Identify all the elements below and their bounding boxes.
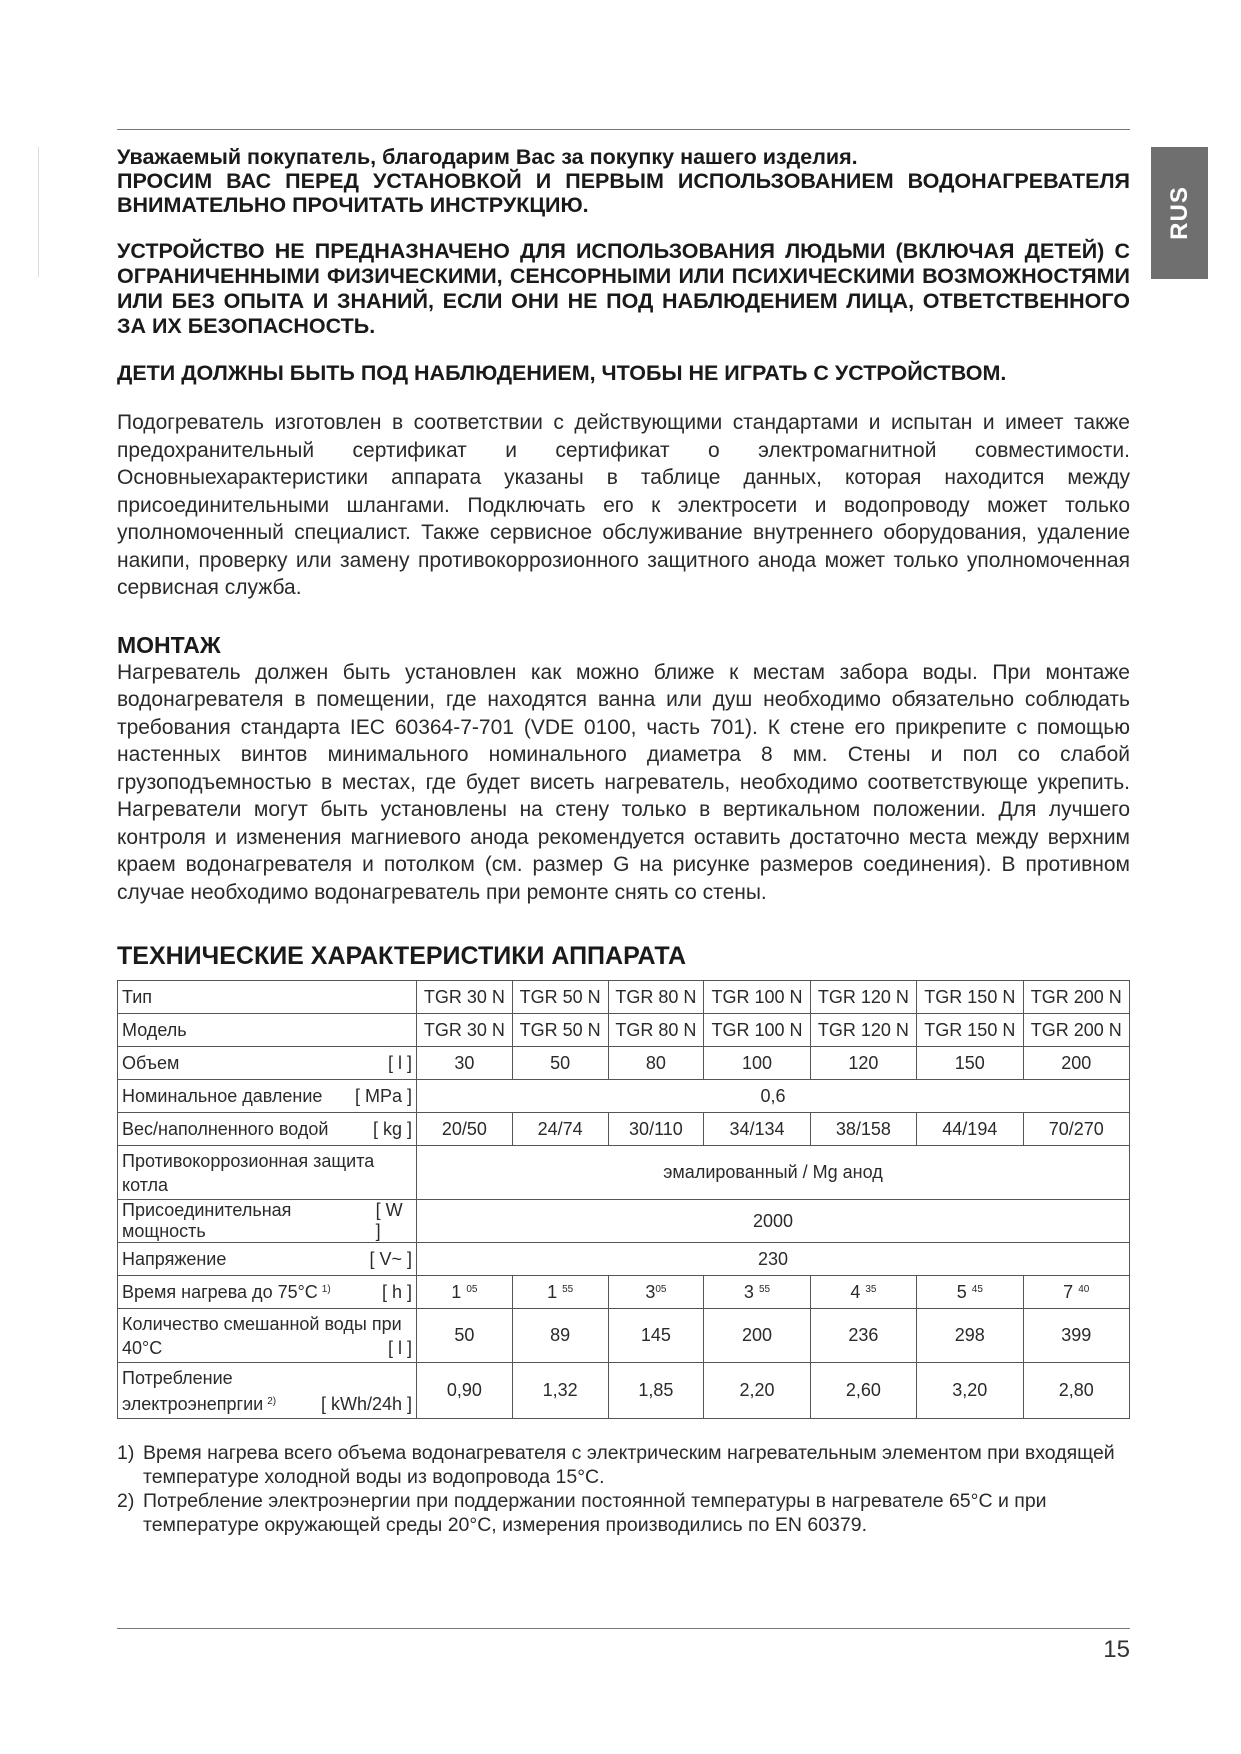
- minutes: 45: [971, 1283, 983, 1295]
- table-row-type: [118, 981, 1130, 1014]
- table-row-heat-time: [118, 1276, 1130, 1309]
- header-rule: [117, 129, 1130, 130]
- row-label-text: Объем: [122, 1052, 180, 1073]
- hours: 5: [956, 1281, 967, 1302]
- hours: 7: [1063, 1281, 1074, 1302]
- row-label-line: Количество смешанной воды при: [122, 1313, 402, 1334]
- tech-specs-heading: ТЕХНИЧЕСКИЕ ХАРАКТЕРИСТИКИ АППАРАТА: [117, 942, 687, 970]
- row-label: Модель: [118, 1014, 417, 1047]
- table-cell: 298: [917, 1309, 1023, 1363]
- footnote: [117, 1489, 1130, 1537]
- row-unit: [ h ]: [381, 1281, 412, 1302]
- row-label: [118, 1200, 417, 1243]
- row-label-text: 40°C: [122, 1337, 163, 1358]
- table-cell: 150: [917, 1047, 1023, 1080]
- table-cell: [608, 1276, 704, 1309]
- row-label: Тип: [118, 981, 417, 1014]
- consumption-label: электроэнепргии: [122, 1393, 264, 1414]
- mount-heading: МОНТАЖ: [117, 631, 221, 658]
- table-cell: 24/74: [512, 1113, 608, 1146]
- table-cell: 120: [810, 1047, 916, 1080]
- table-cell: 236: [810, 1309, 916, 1363]
- table-cell: TGR 80 N: [608, 1014, 704, 1047]
- table-cell: TGR 200 N: [1023, 1014, 1129, 1047]
- certification-paragraph: Подогреватель изготовлен в соответствии с действующими стандартами и испытан и имеет также предохранительный сертификат и сертификат о электромагнитной совместимости. Основныехарактеристики аппарата указаны в таблице данных, которая находится между присоединительными шлангами. Подключать его к электросети и водопроводу может только уполномоченный специалист. Также сервисное обслуживание внутреннего оборудования, удаление накипи, проверку или замену противокоррозионного защитного анода может только уполномоченная сервисная служба.: [117, 411, 1130, 599]
- table-cell: TGR 150 N: [917, 1014, 1023, 1047]
- minutes: 35: [865, 1283, 877, 1295]
- hours: 4: [850, 1281, 861, 1302]
- safety-warning: УСТРОЙСТВО НЕ ПРЕДНАЗНАЧЕНО ДЛЯ ИСПОЛЬЗОВАНИЯ ЛЮДЬМИ (ВКЛЮЧАЯ ДЕТЕЙ) С ОГРАНИЧЕННЫМИ ФИЗИЧЕСКИМИ, СЕНСОРНЫМИ ИЛИ ПСИХИЧЕСКИМИ ВОЗМОЖНОСТЯМИ ИЛИ БЕЗ ОПЫТА И ЗНАНИЙ, ЕСЛИ ОНИ НЕ ПОД НАБЛЮДЕНИЕМ ЛИЦА, ОТВЕТСТВЕННОГО ЗА ИХ БЕЗОПАСНОСТЬ.: [117, 239, 1130, 338]
- table-cell: 44/194: [917, 1113, 1023, 1146]
- table-row-weight: [118, 1113, 1130, 1146]
- table-cell: TGR 150 N: [917, 981, 1023, 1014]
- row-unit: [ l ]: [387, 1337, 412, 1358]
- table-cell: 89: [512, 1309, 608, 1363]
- table-row-mixed-water: [118, 1309, 1130, 1363]
- language-tab: [1151, 147, 1208, 279]
- footnote-text: Время нагрева всего объема водонагревателя с электрическим нагревательным элементом при входящей температуре холодной воды из водопровода 15°C.: [143, 1442, 1115, 1488]
- row-unit: [ kWh/24h ]: [320, 1393, 412, 1414]
- table-cell: 80: [608, 1047, 704, 1080]
- children-warning: ДЕТИ ДОЛЖНЫ БЫТЬ ПОД НАБЛЮДЕНИЕМ, ЧТОБЫ НЕ ИГРАТЬ С УСТРОЙСТВОМ.: [117, 361, 1007, 385]
- table-cell: [1023, 1276, 1129, 1309]
- table-cell-merged: 2000: [417, 1200, 1130, 1243]
- row-label-line: котла: [122, 1174, 169, 1195]
- table-cell: 0,90: [417, 1363, 513, 1419]
- table-cell-merged: 230: [417, 1243, 1130, 1276]
- row-label-line: Потребление: [122, 1367, 233, 1388]
- row-label: [118, 1309, 417, 1363]
- table-cell: TGR 80 N: [608, 981, 704, 1014]
- table-cell: TGR 50 N: [512, 1014, 608, 1047]
- row-label-text: Присоединительная мощность: [122, 1200, 292, 1241]
- table-cell: [917, 1276, 1023, 1309]
- minutes: 05: [655, 1283, 667, 1295]
- table-cell: [810, 1276, 916, 1309]
- table-row-voltage: [118, 1243, 1130, 1276]
- row-label: [118, 1146, 417, 1200]
- minutes: 55: [758, 1283, 771, 1295]
- mount-paragraph: Нагреватель должен быть установлен как можно ближе к местам забора воды. При монтаже водонагревателя в помещении, где находятся ванна или душ необходимо обязательно соблюдать требования стандарта IEC 60364-7-701 (VDE 0100, часть 701). К стене его прикрепите с помощью настенных винтов минимального номинального диаметра 8 мм. Стены и пол со слабой грузоподъемностью в местах, где будет висеть нагреватель, необходимо соответствующе укрепить. Нагреватели могут быть установлены на стену только в вертикальном положении. Для лучшего контроля и изменения магниевого анода рекомендуется оставить достаточно места между верхним краем водонагревателя и потолком (см. размер G на рисунке размеров соединения). В противном случае необходимо водонагреватель при ремонте снять со стены.: [117, 660, 1130, 904]
- row-label: [118, 1363, 417, 1419]
- hours: 3: [743, 1281, 754, 1302]
- minutes: 40: [1078, 1283, 1090, 1295]
- table-cell: 50: [417, 1309, 513, 1363]
- table-cell: [704, 1276, 810, 1309]
- binding-edge-mark: [38, 147, 39, 277]
- minutes: 05: [466, 1283, 478, 1295]
- table-cell: 1,32: [512, 1363, 608, 1419]
- hours: 3: [645, 1281, 656, 1302]
- table-cell: TGR 100 N: [704, 981, 810, 1014]
- table-cell: TGR 50 N: [512, 981, 608, 1014]
- table-cell: TGR 200 N: [1023, 981, 1129, 1014]
- table-cell: [417, 1276, 513, 1309]
- row-label: [118, 1080, 417, 1113]
- table-cell: 3,20: [917, 1363, 1023, 1419]
- row-unit: [ W ]: [375, 1200, 403, 1241]
- row-label-text: Напряжение: [122, 1248, 227, 1269]
- row-label-line: [122, 1336, 412, 1360]
- minutes: 55: [562, 1283, 574, 1295]
- table-row-model: [118, 1014, 1130, 1047]
- table-cell: 100: [704, 1047, 810, 1080]
- hours: 1: [451, 1281, 462, 1302]
- row-label: [118, 1113, 417, 1146]
- tech-specs-table: [117, 980, 1130, 1419]
- row-label-text: [122, 1390, 276, 1416]
- table-cell: 399: [1023, 1309, 1129, 1363]
- table-cell: 1,85: [608, 1363, 704, 1419]
- footnote-number: 2): [117, 1490, 135, 1512]
- table-cell: [512, 1276, 608, 1309]
- table-cell-merged: 0,6: [417, 1080, 1130, 1113]
- table-cell: 2,60: [810, 1363, 916, 1419]
- table-row-pressure: [118, 1080, 1130, 1113]
- footnote: [117, 1441, 1130, 1489]
- hours: 1: [547, 1281, 558, 1302]
- footnotes: [117, 1441, 1130, 1537]
- table-cell: 70/270: [1023, 1113, 1129, 1146]
- row-label-text: [122, 1282, 331, 1303]
- footnote-ref: 2): [267, 1395, 277, 1407]
- row-unit: [ l ]: [387, 1052, 412, 1073]
- table-row-volume: [118, 1047, 1130, 1080]
- table-cell: 34/134: [704, 1113, 810, 1146]
- table-row-consumption: [118, 1363, 1130, 1419]
- table-cell: 200: [1023, 1047, 1129, 1080]
- heat-label: Время нагрева до 75°C: [122, 1281, 318, 1302]
- page-content: [117, 145, 1130, 1537]
- table-cell: 2,80: [1023, 1363, 1129, 1419]
- intro-request: ПРОСИМ ВАС ПЕРЕД УСТАНОВКОЙ И ПЕРВЫМ ИСПОЛЬЗОВАНИЕМ ВОДОНАГРЕВАТЕЛЯ ВНИМАТЕЛЬНО ПРОЧИТАТЬ ИНСТРУКЦИЮ.: [117, 169, 1130, 217]
- intro-block: [117, 145, 1130, 217]
- page-number: 15: [1103, 1636, 1130, 1663]
- table-row-corrosion: [118, 1146, 1130, 1200]
- language-tab-label: RUS: [1165, 186, 1193, 240]
- row-label-text: Номинальное давление: [122, 1085, 323, 1106]
- row-label: [118, 1243, 417, 1276]
- table-cell: 50: [512, 1047, 608, 1080]
- table-cell: TGR 120 N: [810, 1014, 916, 1047]
- table-cell: 145: [608, 1309, 704, 1363]
- table-cell: TGR 30 N: [417, 981, 513, 1014]
- table-cell: 30/110: [608, 1113, 704, 1146]
- table-cell: 20/50: [417, 1113, 513, 1146]
- row-unit: [ kg ]: [372, 1118, 412, 1139]
- table-cell: 200: [704, 1309, 810, 1363]
- row-unit: [ V~ ]: [369, 1248, 412, 1269]
- table-cell: 38/158: [810, 1113, 916, 1146]
- row-label: [118, 1047, 417, 1080]
- footnote-ref: 1): [321, 1283, 331, 1295]
- table-cell: TGR 100 N: [704, 1014, 810, 1047]
- table-cell: TGR 30 N: [417, 1014, 513, 1047]
- row-label-line: Противокоррозионная защита: [122, 1150, 375, 1171]
- footer-rule: [117, 1628, 1130, 1629]
- footnote-text: Потребление электроэнергии при поддержании постоянной температуры в нагревателе 65°C и при температуре окружающей среды 20°C, измерения производились по EN 60379.: [143, 1490, 1047, 1536]
- table-cell-merged: эмалированный / Mg анод: [417, 1146, 1130, 1200]
- table-row-power: [118, 1200, 1130, 1243]
- table-cell: 30: [417, 1047, 513, 1080]
- table-cell: 2,20: [704, 1363, 810, 1419]
- row-unit: [ MPa ]: [354, 1085, 412, 1106]
- table-cell: TGR 120 N: [810, 981, 916, 1014]
- row-label-line: [122, 1390, 412, 1416]
- row-label-text: Вес/наполненного водой: [122, 1118, 329, 1139]
- row-label: [118, 1276, 417, 1309]
- footnote-number: 1): [117, 1442, 135, 1464]
- intro-greeting: Уважаемый покупатель, благодарим Вас за покупку нашего изделия.: [117, 145, 858, 169]
